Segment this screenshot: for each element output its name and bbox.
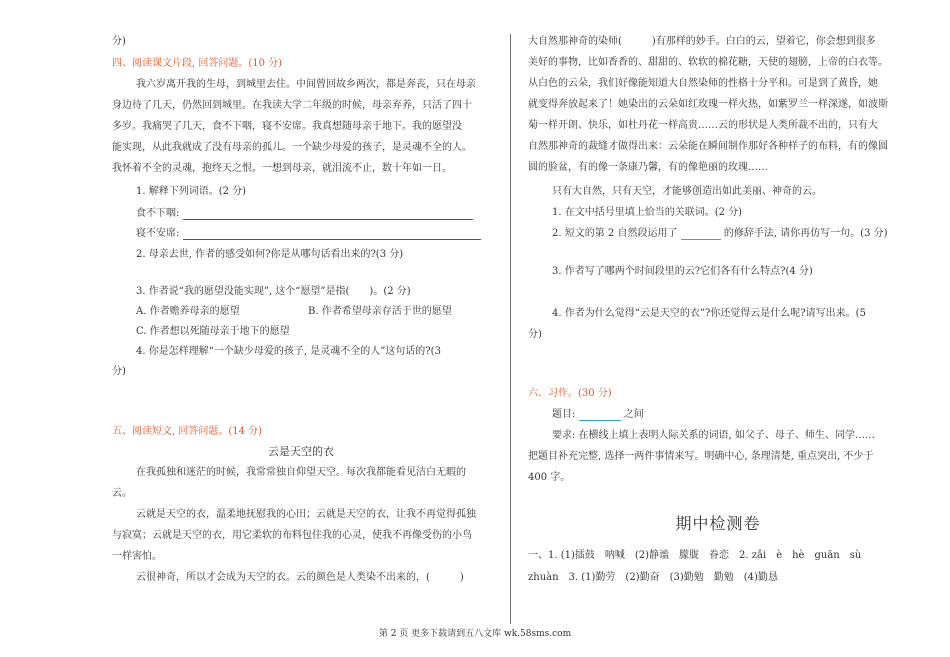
topic-blank[interactable] (579, 410, 621, 421)
question-3: 3. 作者写了哪两个时间段里的云?它们各有什么特点?(4 分) (552, 266, 813, 277)
question-2 (552, 228, 888, 240)
passage-line: 身边待了几天，仍然回到城里。在我读大学二年级的时候，母亲弃养，只活了四十 (112, 100, 472, 111)
answer-line[interactable] (183, 209, 473, 220)
passage-line: 我怀着不全的灵魂，抱终天之恨。一想到母亲，就泪流不止，数十年如一日。 (112, 163, 452, 174)
essay-line: 大自然那神奇的染师( )有那样的妙手。白白的云，望着它，你会想到很多 (528, 36, 876, 47)
topic-suffix: 之间 (623, 409, 644, 420)
essay-line: 云很神奇，所以才会成为天空的衣。云的颜色是人类染不出来的，( ) (136, 572, 464, 583)
question-2-text: 2. 短文的第 2 自然段运用了 (552, 228, 678, 239)
essay-line: 美好的事物，比如香香的、甜甜的、软软的棉花糖，天使的翅膀，上帝的白衣等。 (528, 57, 888, 68)
requirement-line: 400 字。 (528, 472, 571, 483)
passage-line: 我六岁离开我的生母，到城里去住。中间曾回故乡两次，都是奔丧，只在母亲 (136, 79, 476, 90)
question-4-tail: 分) (112, 366, 126, 377)
answer-blank[interactable] (681, 229, 721, 240)
requirement-line: 把题目补充完整, 选择一两件事情来写。明确中心, 条理清楚, 重点突出, 不少于 (528, 451, 874, 462)
option-c: C. 作者想以死随母亲于地下的愿望 (136, 326, 290, 337)
vocab-b (136, 228, 481, 240)
question-4: 4. 你是怎样理解“一个缺少母爱的孩子, 是灵魂不全的人”这句话的?(3 (136, 346, 441, 357)
question-1: 1. 解释下列词语。(2 分) (136, 186, 247, 197)
question-3: 3. 作者说“我的愿望没能实现”, 这个“愿望”是指( )。(2 分) (136, 286, 411, 297)
question-4: 4. 作者为什么觉得“云是天空的衣”?你还觉得云是什么呢?请写出来。(5 (552, 308, 866, 319)
option-a: A. 作者赡养母亲的愿望 (136, 306, 240, 317)
essay-line: 就变得奔放起来了！她染出的云朵如红玫瑰一样火热，如紫罗兰一样深遂，如波斯 (528, 99, 888, 110)
option-b: B. 作者希望母亲存活于世的愿望 (308, 306, 452, 317)
passage-line: 多岁。我痛哭了几天，食不下咽，寝不安席。我真想随母亲于地下。我的愿望没 (112, 121, 462, 132)
answer-line: 一、1. (1)擂鼓 呐喊 (2)静谧 朦胧 眷恋 2. zǎi è hè guān sù (528, 550, 862, 561)
requirement-line: 要求: 在横线上填上表明人际关系的词语, 如父子、母子、师生、同学…… (552, 430, 875, 441)
topic-label: 题目: (552, 409, 576, 420)
passage-line: 能实现，从此我就成了没有母亲的孤儿。一个缺少母爱的孩子，是灵魂不全的人。 (112, 142, 472, 153)
vocab-b-label: 寝不安席: (136, 228, 180, 239)
composition-topic (552, 409, 644, 421)
question-2-text-end: 的修辞手法, 请你再仿写一句。(3 分) (723, 228, 888, 239)
section-4-heading: 四、阅读课文片段, 回答问题。(10 分) (112, 58, 283, 69)
essay-line: 云。 (112, 488, 132, 499)
essay-line: 与寂寞；云就是天空的衣，用它柔软的布料包住我的心灵，使我不再像受伤的小鸟 (112, 530, 472, 541)
midterm-title: 期中检测卷 (675, 514, 761, 533)
question-4-tail: 分) (528, 329, 542, 340)
vocab-a (136, 208, 473, 220)
answer-line[interactable] (183, 229, 481, 240)
answer-line: zhuàn 3. (1)勤劳 (2)勤奋 (3)勤勉 勤勉 (4)勤恳 (528, 572, 778, 583)
essay-line: 从白色的云朵，我们好像能知道大自然染师的性格十分平和。可是到了黄昏，她 (528, 78, 878, 89)
column-divider (510, 34, 511, 624)
essay-line: 自然那神奇的裁缝才做得出来：云朵能在瞬间制作那好各种样子的布料，有的像圆 (528, 141, 888, 152)
vocab-a-label: 食不下咽: (136, 208, 180, 219)
essay-line: 一样害怕。 (112, 551, 162, 562)
section-5-heading: 五、阅读短文, 回答问题。(14 分) (112, 426, 263, 437)
essay-line: 圆的脸盆，有的像一条康乃馨，有的像艳丽的玫瑰…… (528, 162, 768, 173)
question-1: 1. 在文中括号里填上恰当的关联词。(2 分) (552, 207, 743, 218)
essay-closing: 只有大自然，只有天空，才能够创造出如此美丽、神奇的云。 (552, 186, 822, 197)
section-6-heading: 六、习作。(30 分) (528, 388, 612, 399)
question-2: 2. 母亲去世, 作者的感受如何?你是从哪句话看出来的?(3 分) (136, 249, 404, 260)
prev-question-tail: 分) (112, 36, 126, 47)
essay-title: 云是天空的衣 (268, 445, 334, 458)
page-footer: 第 2 页 更多下载请到五八文库 wk.58sms.com (378, 629, 572, 639)
essay-line: 菊一样开朗、快乐，如杜丹花一样高贵……云的形状是人类所裁不出的，只有大 (528, 120, 878, 131)
essay-line: 云就是天空的衣，温柔地抚慰我的心田；云就是天空的衣，让我不再觉得孤独 (136, 509, 476, 520)
essay-line: 在我孤独和迷茫的时候，我常常独自仰望天空。每次我都能看见洁白无暇的 (136, 467, 466, 478)
